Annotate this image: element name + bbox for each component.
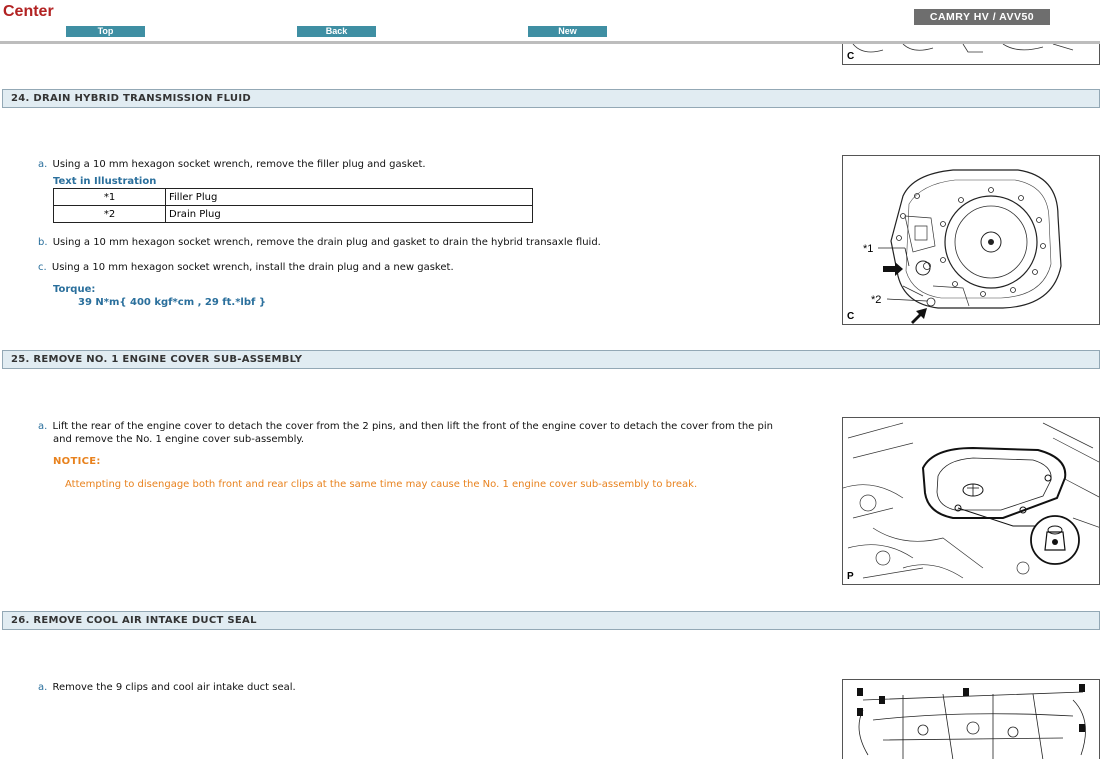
section-25-header: 25. REMOVE NO. 1 ENGINE COVER SUB-ASSEMBLY	[2, 350, 1100, 369]
illustration-legend-table	[53, 188, 533, 223]
section-24-header: 24. DRAIN HYBRID TRANSMISSION FLUID	[2, 89, 1100, 108]
step-text: Using a 10 mm hexagon socket wrench, remove the filler plug and gasket.	[52, 159, 426, 170]
step-label: b.	[38, 237, 48, 248]
section-24-step-c	[38, 261, 454, 274]
image-code: C	[847, 51, 855, 62]
back-button[interactable]: Back	[297, 26, 376, 37]
model-badge: CAMRY HV / AVV50	[914, 9, 1050, 25]
illustration-text-title: Text in Illustration	[53, 176, 157, 187]
step-text: Using a 10 mm hexagon socket wrench, install the drain plug and a new gasket.	[51, 262, 454, 273]
torque-value: 39 N*m{ 400 kgf*cm , 29 ft.*lbf }	[78, 297, 266, 308]
step-text: Remove the 9 clips and cool air intake duct seal.	[52, 682, 296, 693]
section-24-step-b	[38, 236, 601, 249]
section-26-step-a	[38, 681, 296, 694]
section-26-header: 26. REMOVE COOL AIR INTAKE DUCT SEAL	[2, 611, 1100, 630]
site-brand: Center	[3, 3, 54, 20]
step-label: a.	[38, 682, 48, 693]
legend-text: Filler Plug	[166, 189, 533, 206]
step-label: a.	[38, 421, 48, 432]
image-code: P	[847, 571, 854, 582]
step-label: c.	[38, 262, 47, 273]
callout-2: *2	[871, 294, 882, 306]
intake-duct-illustration	[842, 679, 1100, 759]
step-text-continued: and remove the No. 1 engine cover sub-assembly.	[53, 434, 305, 445]
table-row	[54, 189, 533, 206]
callout-1: *1	[863, 243, 874, 255]
transaxle-illustration	[842, 155, 1100, 325]
legend-code: *1	[54, 189, 166, 206]
section-24-step-a	[38, 158, 426, 171]
image-code: C	[847, 311, 855, 322]
arrow-icon	[911, 308, 927, 324]
legend-text: Drain Plug	[166, 206, 533, 223]
table-row	[54, 206, 533, 223]
legend-code: *2	[54, 206, 166, 223]
step-text: Lift the rear of the engine cover to detach the cover from the 2 pins, and then lift the front of the engine cover to detach the cover from the pin	[52, 421, 773, 432]
step-label: a.	[38, 159, 48, 170]
torque-label: Torque:	[53, 284, 96, 295]
notice-label: NOTICE:	[53, 456, 101, 467]
arrow-icon	[883, 262, 903, 276]
section-25-step-a	[38, 420, 773, 446]
top-button[interactable]: Top	[66, 26, 145, 37]
previous-illustration	[842, 44, 1100, 65]
step-text: Using a 10 mm hexagon socket wrench, remove the drain plug and gasket to drain the hybrid transaxle fluid.	[52, 237, 601, 248]
notice-text: Attempting to disengage both front and rear clips at the same time may cause the No. 1 engine cover sub-assembly to break.	[65, 479, 698, 490]
engine-cover-illustration	[842, 417, 1100, 585]
new-button[interactable]: New	[528, 26, 607, 37]
